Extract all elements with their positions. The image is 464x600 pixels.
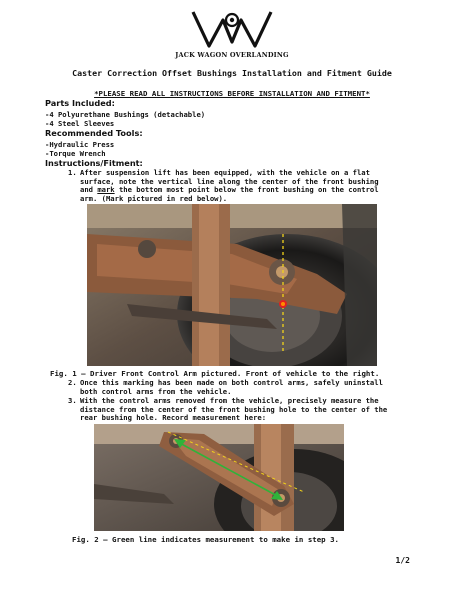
- figure-1-photo: [87, 204, 377, 366]
- logo-text: JACK WAGON OVERLANDING: [175, 51, 289, 59]
- step-2-line: Once this marking has been made on both control arms, safely uninstall: [80, 378, 383, 387]
- mark-word: mark: [97, 185, 115, 195]
- page-title: Caster Correction Offset Bushings Installation and Fitment Guide: [72, 68, 392, 78]
- tools-item: -Hydraulic Press: [45, 140, 115, 149]
- step-1-text: [80, 169, 420, 204]
- instructions-heading: Instructions/Fitment:: [45, 158, 143, 168]
- tools-heading: Recommended Tools:: [45, 128, 143, 138]
- step-3-number: 3.: [68, 396, 77, 405]
- figure-2-caption: Fig. 2 – Green line indicates measurement to make in step 3.: [72, 535, 339, 544]
- step-1-line: surface, note the vertical line along the center of the front bushing: [80, 176, 379, 186]
- step-1-number: 1.: [68, 168, 77, 177]
- step-2-line: both control arms from the vehicle.: [80, 386, 232, 396]
- parts-item: -4 Polyurethane Bushings (detachable): [45, 110, 206, 119]
- step-1-line: After suspension lift has been equipped, with the vehicle on a flat: [80, 168, 370, 177]
- step-1-line: and mark the bottom most point below the front bushing on the control: [80, 185, 379, 195]
- logo-mark-icon: [187, 8, 277, 50]
- step-3-line: distance from the center of the front bushing hole to the center of the: [80, 404, 388, 414]
- step-3-line: rear bushing hole. Record measurement here:: [80, 413, 267, 423]
- figure-2-photo: [94, 424, 344, 531]
- figure-1-caption: Fig. 1 – Driver Front Control Arm pictured. Front of vehicle to the right.: [50, 369, 380, 378]
- brand-logo: [0, 8, 464, 59]
- notice-banner: *PLEASE READ ALL INSTRUCTIONS BEFORE INSTALLATION AND FITMENT*: [94, 89, 370, 98]
- step-1-line: arm. (Mark pictured in red below).: [80, 194, 228, 204]
- parts-item: -4 Steel Sleeves: [45, 119, 115, 128]
- tools-item: -Torque Wrench: [45, 149, 106, 158]
- page-number: 1/2: [395, 556, 410, 565]
- step-3-text: [80, 397, 425, 423]
- step-2-text: [80, 379, 420, 396]
- parts-heading: Parts Included:: [45, 98, 115, 108]
- step-3-line: With the control arms removed from the vehicle, precisely measure the: [80, 396, 379, 405]
- step-2-number: 2.: [68, 378, 77, 387]
